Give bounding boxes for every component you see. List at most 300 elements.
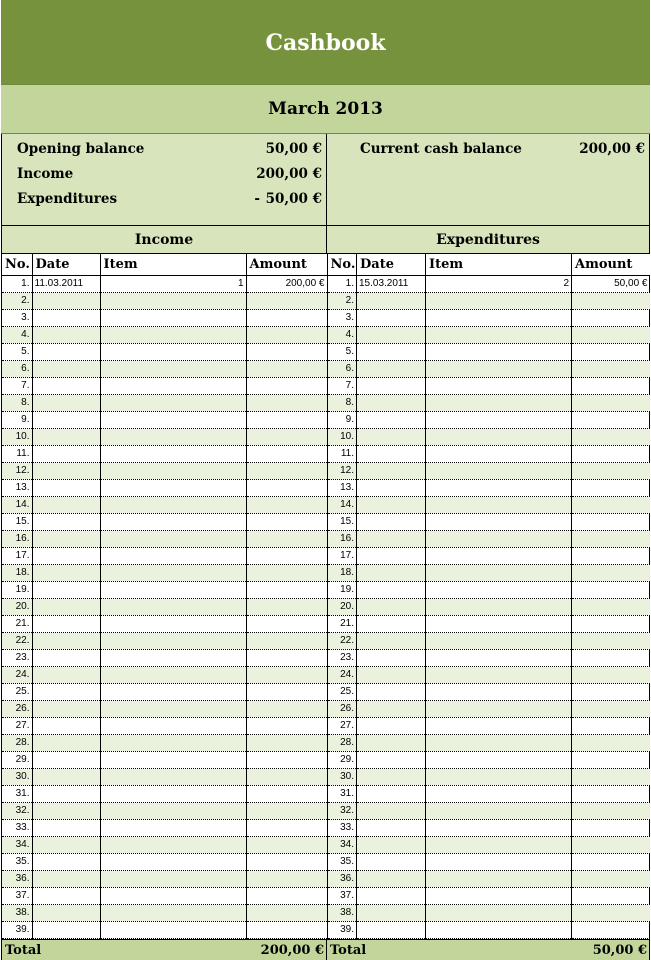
income-row-amount[interactable]: [246, 479, 327, 496]
income-row: [2, 343, 327, 360]
opening-balance-value[interactable]: 50,00 €: [265, 141, 322, 157]
income-row-item[interactable]: [100, 581, 246, 598]
income-row-amount[interactable]: [246, 751, 327, 768]
expenditures-row-amount[interactable]: [572, 717, 650, 734]
expenditures-row-amount[interactable]: [572, 292, 650, 309]
expenditures-row-item[interactable]: [426, 598, 572, 615]
income-row: [2, 530, 327, 547]
expenditures-row: [328, 887, 650, 904]
expenditures-row-amount[interactable]: [572, 547, 650, 564]
expenditures-row-item[interactable]: [426, 581, 572, 598]
income-row-date[interactable]: [32, 853, 100, 870]
income-value[interactable]: 200,00 €: [256, 166, 322, 182]
income-row-amount[interactable]: [246, 853, 327, 870]
expenditures-row-item[interactable]: [426, 853, 572, 870]
expenditures-total-value[interactable]: 50,00 €: [592, 942, 647, 958]
income-row-item[interactable]: [100, 462, 246, 479]
income-row-item[interactable]: [100, 479, 246, 496]
income-row-item[interactable]: [100, 785, 246, 802]
income-row-date[interactable]: [32, 496, 100, 513]
income-table: [2, 254, 328, 939]
income-row-amount[interactable]: [246, 513, 327, 530]
expenditures-row-item[interactable]: [426, 734, 572, 751]
expenditures-row-no: 14.: [328, 496, 357, 513]
income-row-date[interactable]: [32, 819, 100, 836]
income-row-no: 29.: [2, 751, 32, 768]
income-row-date[interactable]: [32, 887, 100, 904]
current-balance-value[interactable]: 200,00 €: [579, 141, 645, 157]
income-row-item[interactable]: [100, 734, 246, 751]
income-row-date[interactable]: [32, 309, 100, 326]
expenditures-row-item[interactable]: [426, 377, 572, 394]
month-heading: March 2013: [1, 84, 650, 134]
income-row-item[interactable]: [100, 309, 246, 326]
income-row-item[interactable]: [100, 377, 246, 394]
expenditures-row-date[interactable]: [357, 904, 426, 921]
expenditures-row-amount[interactable]: [572, 819, 650, 836]
expenditures-row-no: 16.: [328, 530, 357, 547]
income-row-amount[interactable]: [246, 445, 327, 462]
income-row-amount[interactable]: [246, 921, 327, 938]
expenditures-row-amount[interactable]: [572, 479, 650, 496]
income-row-amount[interactable]: [246, 870, 327, 887]
expenditures-row-date[interactable]: [357, 751, 426, 768]
summary-panel: [1, 134, 650, 226]
expenditures-row-date[interactable]: 15.03.2011: [357, 275, 426, 292]
expenditures-row-amount[interactable]: [572, 615, 650, 632]
income-row-item[interactable]: [100, 598, 246, 615]
income-row-date[interactable]: [32, 462, 100, 479]
expenditures-row-amount[interactable]: [572, 802, 650, 819]
expenditures-row-item[interactable]: [426, 666, 572, 683]
income-col-amount: Amount: [246, 254, 327, 275]
income-row-no: 27.: [2, 717, 32, 734]
income-row: [2, 394, 327, 411]
expenditures-row-date[interactable]: [357, 309, 426, 326]
expenditures-row-date[interactable]: [357, 632, 426, 649]
income-row-no: 7.: [2, 377, 32, 394]
expenditures-row-item[interactable]: [426, 683, 572, 700]
expenditures-row-date[interactable]: [357, 445, 426, 462]
expenditures-row-amount[interactable]: [572, 394, 650, 411]
expenditures-row-amount[interactable]: [572, 921, 650, 938]
income-row-no: 17.: [2, 547, 32, 564]
expenditures-row-no: 11.: [328, 445, 357, 462]
income-row: [2, 717, 327, 734]
income-row-date[interactable]: [32, 343, 100, 360]
expenditures-row-item[interactable]: [426, 632, 572, 649]
expenditures-row-item[interactable]: [426, 411, 572, 428]
income-row-date[interactable]: [32, 479, 100, 496]
income-row-item[interactable]: [100, 632, 246, 649]
expenditures-row-amount[interactable]: [572, 343, 650, 360]
expenditures-row-no: 2.: [328, 292, 357, 309]
income-row-item[interactable]: [100, 904, 246, 921]
expenditures-row-amount[interactable]: [572, 632, 650, 649]
expenditures-row-amount[interactable]: [572, 530, 650, 547]
income-row-date[interactable]: [32, 734, 100, 751]
income-row-date[interactable]: [32, 581, 100, 598]
expenditures-row-date[interactable]: [357, 666, 426, 683]
income-row-amount[interactable]: [246, 581, 327, 598]
income-row-item[interactable]: [100, 683, 246, 700]
expenditures-row-date[interactable]: [357, 615, 426, 632]
income-total-value[interactable]: 200,00 €: [260, 942, 324, 958]
income-row-amount[interactable]: [246, 360, 327, 377]
expenditures-row: [328, 530, 650, 547]
expenditures-row-date[interactable]: [357, 292, 426, 309]
income-row-date[interactable]: [32, 411, 100, 428]
expenditures-row-date[interactable]: [357, 479, 426, 496]
income-row-amount[interactable]: [246, 598, 327, 615]
income-row: [2, 292, 327, 309]
expenditures-row-item[interactable]: [426, 496, 572, 513]
income-row-item[interactable]: [100, 360, 246, 377]
expenditures-col-item: Item: [426, 254, 572, 275]
expenditures-row-no: 39.: [328, 921, 357, 938]
income-row-amount[interactable]: [246, 666, 327, 683]
income-row-date[interactable]: [32, 428, 100, 445]
income-row-date[interactable]: [32, 326, 100, 343]
expenditures-row-date[interactable]: [357, 734, 426, 751]
expenditures-row-item[interactable]: [426, 615, 572, 632]
expenditures-row-date[interactable]: [357, 547, 426, 564]
expenditures-row-item[interactable]: [426, 785, 572, 802]
income-row-item[interactable]: [100, 717, 246, 734]
income-row-amount[interactable]: [246, 785, 327, 802]
expenditures-row-item[interactable]: [426, 309, 572, 326]
expenditures-row-item[interactable]: [426, 904, 572, 921]
expenditures-row-item[interactable]: [426, 394, 572, 411]
expenditures-row-amount[interactable]: [572, 411, 650, 428]
income-row-item[interactable]: [100, 836, 246, 853]
income-row: [2, 632, 327, 649]
expenditures-row-item[interactable]: [426, 530, 572, 547]
expenditures-row-amount[interactable]: [572, 683, 650, 700]
expenditures-row-date[interactable]: [357, 326, 426, 343]
income-row-amount[interactable]: [246, 734, 327, 751]
expenditures-row-date[interactable]: [357, 836, 426, 853]
expenditures-row-no: 35.: [328, 853, 357, 870]
expenditures-row: [328, 615, 650, 632]
income-row-amount[interactable]: [246, 394, 327, 411]
income-row: [2, 326, 327, 343]
income-row-item[interactable]: [100, 870, 246, 887]
expenditures-row-amount[interactable]: [572, 360, 650, 377]
expenditures-row-date[interactable]: [357, 768, 426, 785]
income-row-amount[interactable]: [246, 309, 327, 326]
income-row-no: 31.: [2, 785, 32, 802]
expenditures-row-date[interactable]: [357, 649, 426, 666]
income-row-date[interactable]: [32, 547, 100, 564]
expenditures-row: [328, 683, 650, 700]
expenditures-row-date[interactable]: [357, 819, 426, 836]
income-row-date[interactable]: [32, 649, 100, 666]
expenditures-row-amount[interactable]: [572, 887, 650, 904]
expenditures-row: [328, 462, 650, 479]
income-row-item[interactable]: [100, 530, 246, 547]
expenditures-row-date[interactable]: [357, 360, 426, 377]
income-row-amount[interactable]: [246, 632, 327, 649]
expenditures-row: [328, 445, 650, 462]
expenditures-row-item[interactable]: [426, 428, 572, 445]
expenditures-row-date[interactable]: [357, 564, 426, 581]
expenditures-row-amount[interactable]: [572, 428, 650, 445]
income-row-item[interactable]: [100, 343, 246, 360]
expenditures-row-item[interactable]: [426, 921, 572, 938]
expenditures-row-date[interactable]: [357, 853, 426, 870]
expenditures-row-no: 10.: [328, 428, 357, 445]
expenditures-row-item[interactable]: [426, 326, 572, 343]
income-row-amount[interactable]: [246, 836, 327, 853]
expenditures-row-date[interactable]: [357, 581, 426, 598]
expenditures-row-amount[interactable]: [572, 309, 650, 326]
income-row-date[interactable]: [32, 683, 100, 700]
income-row-item[interactable]: [100, 496, 246, 513]
expenditures-row-item[interactable]: [426, 802, 572, 819]
expenditures-row-item[interactable]: 2: [426, 275, 572, 292]
expenditures-row: [328, 802, 650, 819]
expenditures-row-date[interactable]: [357, 394, 426, 411]
income-row-item[interactable]: [100, 649, 246, 666]
income-row-item[interactable]: [100, 666, 246, 683]
income-row-date[interactable]: [32, 768, 100, 785]
expenditures-row-item[interactable]: [426, 479, 572, 496]
expenditures-header-row: [328, 254, 650, 275]
expenditures-row-item[interactable]: [426, 564, 572, 581]
expenditures-row-item[interactable]: [426, 292, 572, 309]
expenditures-row-amount[interactable]: 50,00 €: [572, 275, 650, 292]
income-row-date[interactable]: [32, 921, 100, 938]
expenditures-row-no: 28.: [328, 734, 357, 751]
expenditures-row-amount[interactable]: [572, 445, 650, 462]
income-row-amount[interactable]: [246, 802, 327, 819]
expenditures-row-amount[interactable]: [572, 666, 650, 683]
income-row: [2, 819, 327, 836]
income-row-amount[interactable]: [246, 700, 327, 717]
expenditures-row-amount[interactable]: [572, 598, 650, 615]
expenditures-row-no: 34.: [328, 836, 357, 853]
expenditures-row-amount[interactable]: [572, 513, 650, 530]
income-row-item[interactable]: [100, 411, 246, 428]
income-row-item[interactable]: [100, 547, 246, 564]
expenditures-row-amount[interactable]: [572, 496, 650, 513]
income-row-no: 24.: [2, 666, 32, 683]
income-row-item[interactable]: [100, 564, 246, 581]
expenditures-row-no: 1.: [328, 275, 357, 292]
income-row-date[interactable]: [32, 615, 100, 632]
income-col-date: Date: [32, 254, 100, 275]
income-row-item[interactable]: [100, 853, 246, 870]
income-row-amount[interactable]: [246, 547, 327, 564]
expenditures-row-date[interactable]: [357, 513, 426, 530]
income-row-date[interactable]: [32, 445, 100, 462]
income-row-item[interactable]: [100, 428, 246, 445]
income-row-no: 12.: [2, 462, 32, 479]
expenditures-row-date[interactable]: [357, 530, 426, 547]
expenditures-row-date[interactable]: [357, 683, 426, 700]
income-row-item[interactable]: [100, 887, 246, 904]
income-row-amount[interactable]: [246, 462, 327, 479]
income-row-amount[interactable]: [246, 428, 327, 445]
income-row-date[interactable]: [32, 530, 100, 547]
income-row-no: 39.: [2, 921, 32, 938]
income-label: Income: [17, 166, 74, 182]
expenditures-row-date[interactable]: [357, 802, 426, 819]
expenditures-row-date[interactable]: [357, 411, 426, 428]
expenditures-row-item[interactable]: [426, 768, 572, 785]
expenditures-row-date[interactable]: [357, 377, 426, 394]
expenditures-row-date[interactable]: [357, 887, 426, 904]
expenditures-row-amount[interactable]: [572, 853, 650, 870]
expenditures-row-date[interactable]: [357, 496, 426, 513]
income-row-item[interactable]: [100, 513, 246, 530]
income-row-date[interactable]: [32, 717, 100, 734]
income-row-amount[interactable]: [246, 887, 327, 904]
expenditures-row-amount[interactable]: [572, 326, 650, 343]
income-row-date[interactable]: [32, 904, 100, 921]
income-row-amount[interactable]: [246, 683, 327, 700]
income-row-date[interactable]: [32, 377, 100, 394]
income-total-label: Total: [5, 942, 42, 958]
income-row-no: 1.: [2, 275, 32, 292]
expenditures-row-item[interactable]: [426, 445, 572, 462]
income-row-amount[interactable]: [246, 496, 327, 513]
expenditures-row-amount[interactable]: [572, 785, 650, 802]
income-rows: [2, 275, 327, 938]
income-row-item[interactable]: [100, 921, 246, 938]
income-row-item[interactable]: [100, 700, 246, 717]
income-row-date[interactable]: [32, 564, 100, 581]
income-row-item[interactable]: [100, 802, 246, 819]
income-row-amount[interactable]: [246, 377, 327, 394]
income-row-date[interactable]: [32, 700, 100, 717]
income-row-amount[interactable]: [246, 530, 327, 547]
income-row-item[interactable]: [100, 445, 246, 462]
expenditures-row-amount[interactable]: [572, 751, 650, 768]
expenditures-row-amount[interactable]: [572, 700, 650, 717]
income-row-amount[interactable]: [246, 326, 327, 343]
income-row-amount[interactable]: [246, 343, 327, 360]
expenditures-row-date[interactable]: [357, 462, 426, 479]
expenditures-row-no: 38.: [328, 904, 357, 921]
income-row-amount[interactable]: [246, 717, 327, 734]
income-row-amount[interactable]: [246, 649, 327, 666]
expenditures-row-date[interactable]: [357, 717, 426, 734]
expenditures-row-amount[interactable]: [572, 734, 650, 751]
expenditures-row-date[interactable]: [357, 870, 426, 887]
income-row-item[interactable]: [100, 751, 246, 768]
income-row-date[interactable]: [32, 394, 100, 411]
expenditures-row-amount[interactable]: [572, 870, 650, 887]
expenditures-row-item[interactable]: [426, 547, 572, 564]
income-row-amount[interactable]: [246, 411, 327, 428]
income-row-amount[interactable]: [246, 292, 327, 309]
expenditures-row-amount[interactable]: [572, 462, 650, 479]
expenditures-row-item[interactable]: [426, 751, 572, 768]
expenditures-row: [328, 870, 650, 887]
expenditures-row-date[interactable]: [357, 343, 426, 360]
income-row-item[interactable]: [100, 326, 246, 343]
income-row: [2, 428, 327, 445]
income-row-amount[interactable]: 200,00 €: [246, 275, 327, 292]
expenditures-row-item[interactable]: [426, 462, 572, 479]
income-row-date[interactable]: [32, 870, 100, 887]
income-row-date[interactable]: [32, 785, 100, 802]
income-row-date[interactable]: [32, 598, 100, 615]
expenditures-row-item[interactable]: [426, 836, 572, 853]
expenditures-row-amount[interactable]: [572, 768, 650, 785]
expenditures-row-amount[interactable]: [572, 564, 650, 581]
income-row-no: 13.: [2, 479, 32, 496]
income-row: [2, 377, 327, 394]
income-row-item[interactable]: [100, 292, 246, 309]
income-row-item[interactable]: [100, 768, 246, 785]
income-row-item[interactable]: 1: [100, 275, 246, 292]
expenditures-row-date[interactable]: [357, 785, 426, 802]
income-row-no: 37.: [2, 887, 32, 904]
expenditures-row-item[interactable]: [426, 513, 572, 530]
expenditures-row-item[interactable]: [426, 360, 572, 377]
income-row-date[interactable]: [32, 360, 100, 377]
income-row-amount[interactable]: [246, 564, 327, 581]
expenditures-value[interactable]: 50,00 €: [265, 191, 322, 207]
income-row-no: 22.: [2, 632, 32, 649]
income-row-date[interactable]: [32, 836, 100, 853]
expenditures-row-date[interactable]: [357, 598, 426, 615]
income-row-date[interactable]: [32, 666, 100, 683]
income-row-date[interactable]: 11.03.2011: [32, 275, 100, 292]
expenditures-row-item[interactable]: [426, 343, 572, 360]
expenditures-row-item[interactable]: [426, 649, 572, 666]
expenditures-row-amount[interactable]: [572, 581, 650, 598]
expenditures-row-amount[interactable]: [572, 649, 650, 666]
expenditures-row-amount[interactable]: [572, 836, 650, 853]
expenditures-row-amount[interactable]: [572, 904, 650, 921]
expenditures-row-no: 18.: [328, 564, 357, 581]
income-row-date[interactable]: [32, 802, 100, 819]
current-balance-summary: [327, 134, 649, 225]
expenditures-row-date[interactable]: [357, 921, 426, 938]
income-row-amount[interactable]: [246, 904, 327, 921]
income-row-item[interactable]: [100, 615, 246, 632]
income-row: [2, 411, 327, 428]
expenditures-row-item[interactable]: [426, 700, 572, 717]
expenditures-row-item[interactable]: [426, 870, 572, 887]
income-row-date[interactable]: [32, 513, 100, 530]
expenditures-row-no: 33.: [328, 819, 357, 836]
expenditures-row-item[interactable]: [426, 717, 572, 734]
income-row-item[interactable]: [100, 819, 246, 836]
income-row-item[interactable]: [100, 394, 246, 411]
expenditures-row-no: 29.: [328, 751, 357, 768]
expenditures-row-amount[interactable]: [572, 377, 650, 394]
income-row-amount[interactable]: [246, 615, 327, 632]
income-row-amount[interactable]: [246, 819, 327, 836]
expenditures-minus-sign: -: [254, 191, 260, 207]
expenditures-row-item[interactable]: [426, 887, 572, 904]
income-row-date[interactable]: [32, 632, 100, 649]
expenditures-row-date[interactable]: [357, 700, 426, 717]
expenditures-row-date[interactable]: [357, 428, 426, 445]
income-row-date[interactable]: [32, 292, 100, 309]
income-row-amount[interactable]: [246, 768, 327, 785]
expenditures-row: [328, 275, 650, 292]
expenditures-row-no: 8.: [328, 394, 357, 411]
opening-balance-label: Opening balance: [17, 141, 145, 157]
income-row-date[interactable]: [32, 751, 100, 768]
expenditures-row-item[interactable]: [426, 819, 572, 836]
